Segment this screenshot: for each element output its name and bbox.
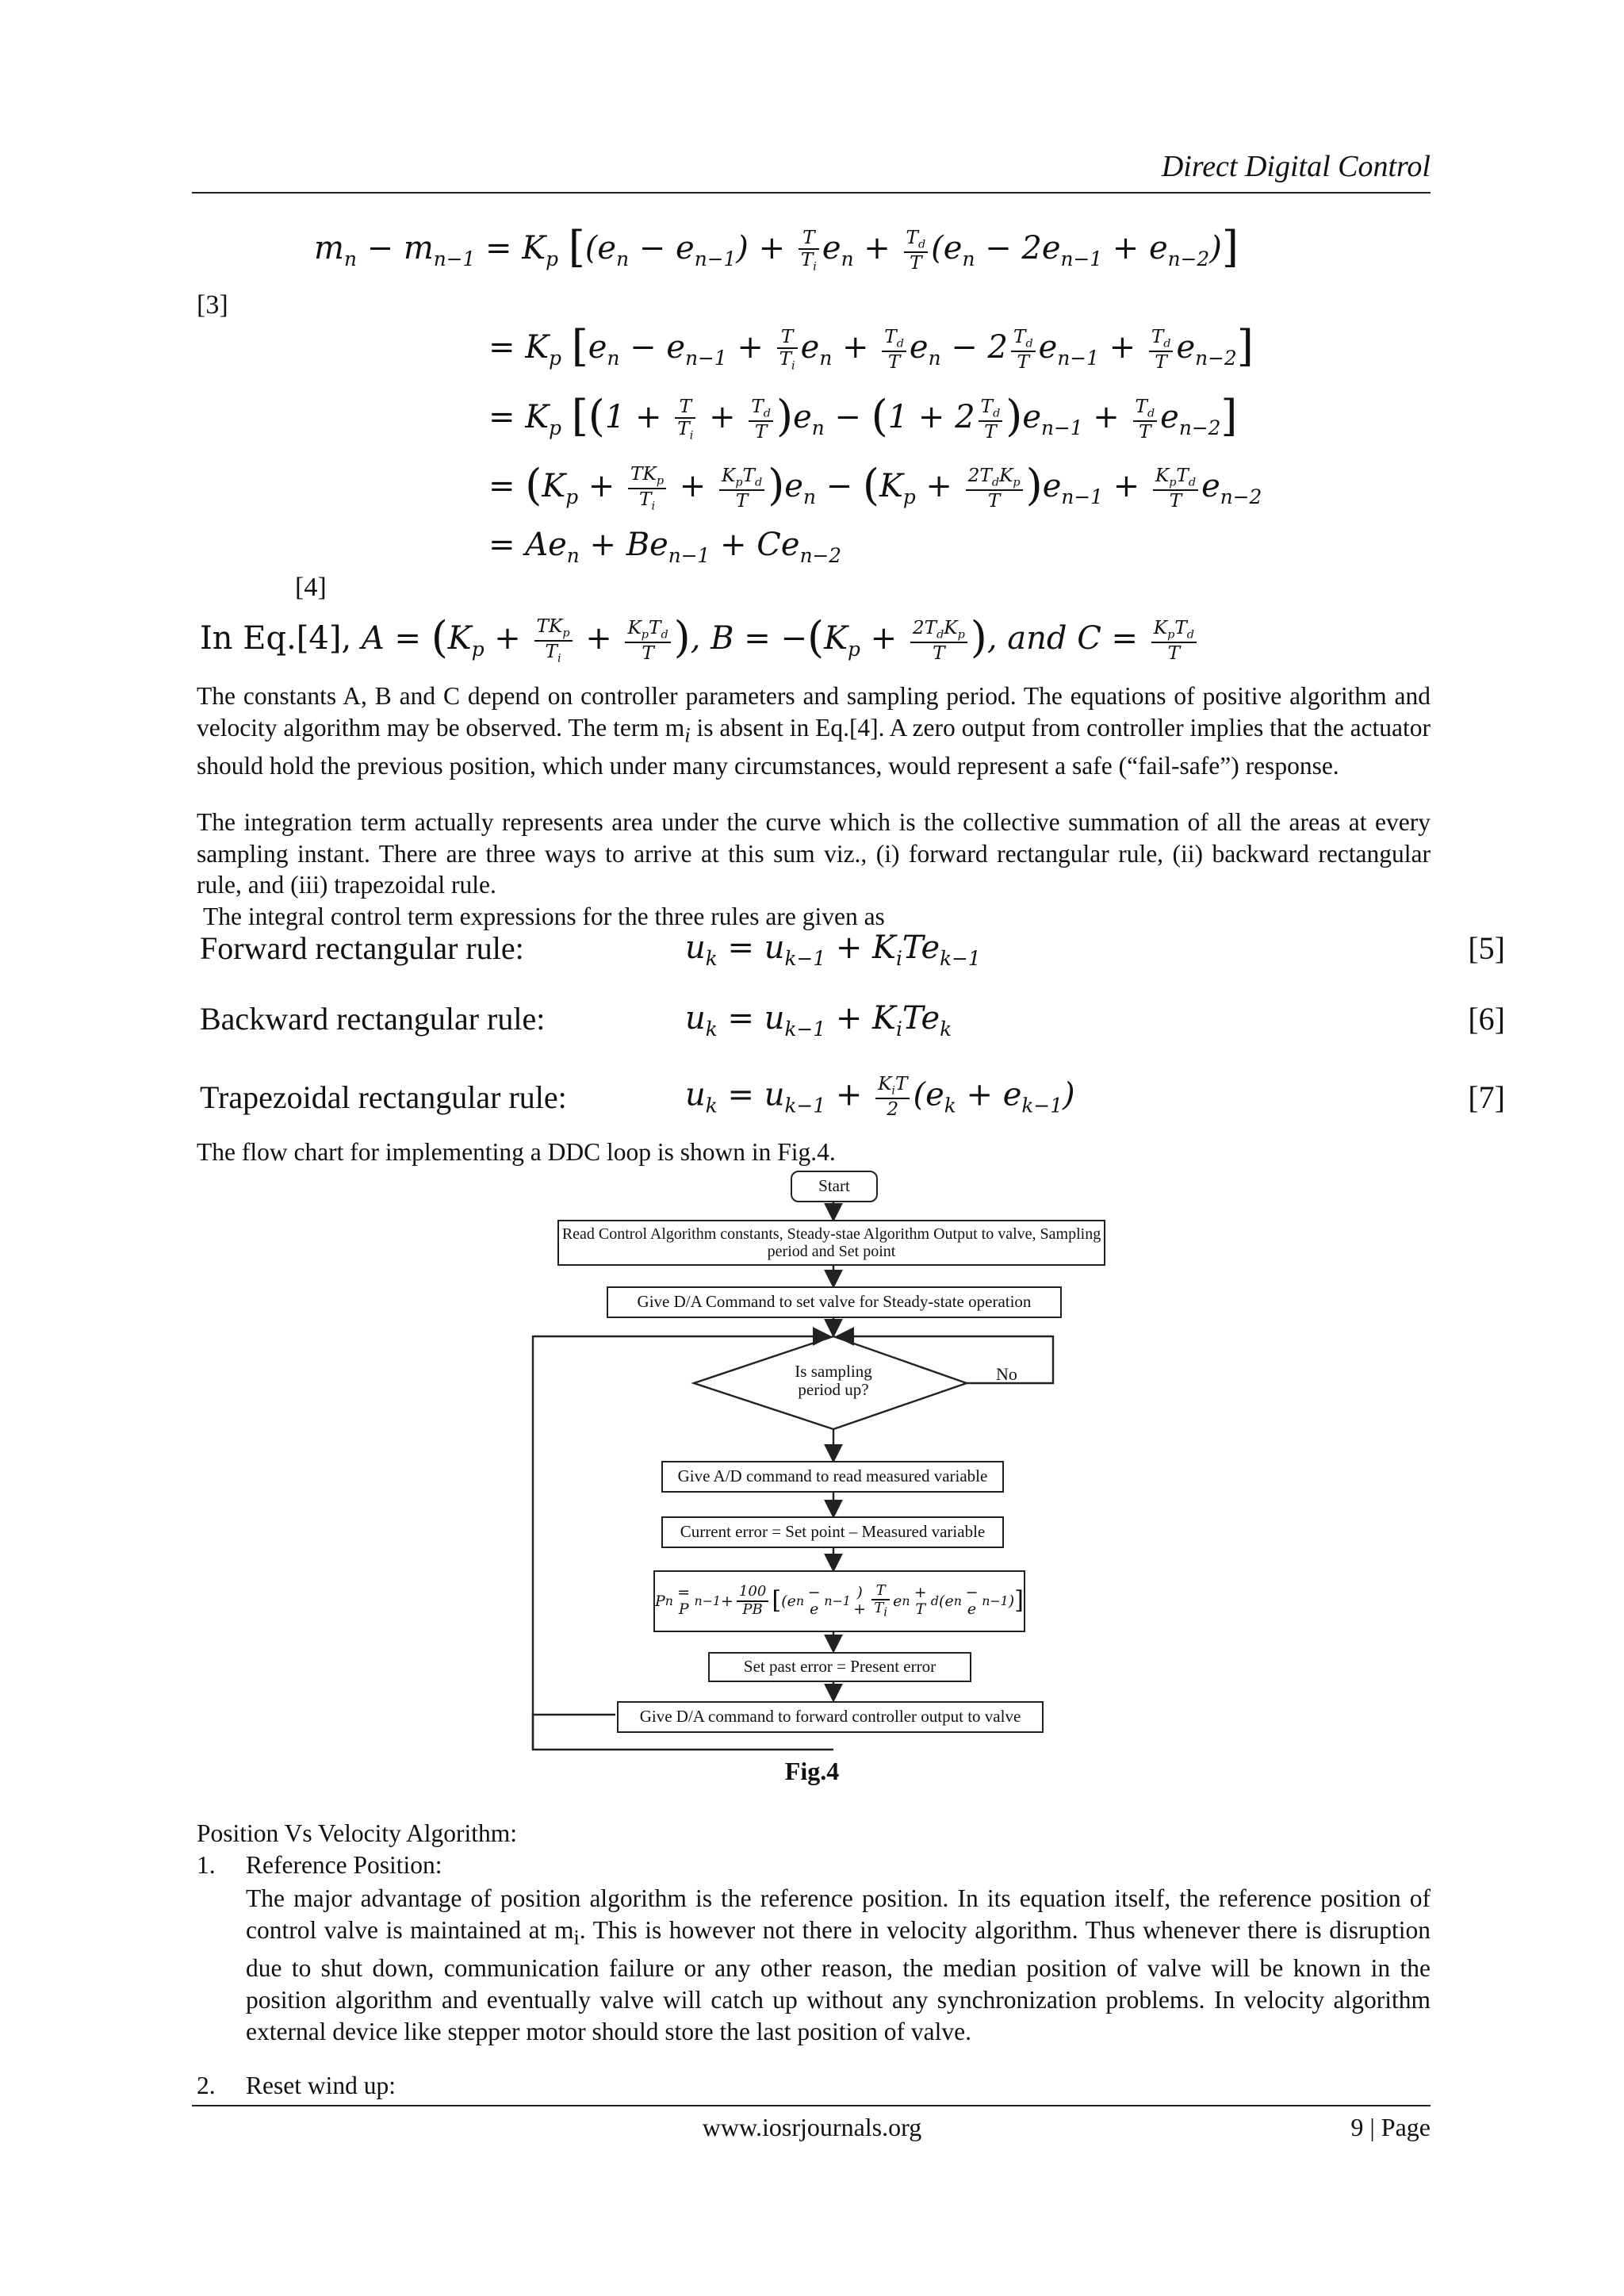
equation-line-5: = $Ae_n + Be_{n-1} + Ce_{n-2}$	[488, 527, 842, 567]
list-item-1-body-a: The major advantage of position algorithm is the reference position. In its equation itself, the reference position of control valve is maintained at m	[246, 1884, 1431, 1944]
forward-rule-label: Forward rectangular rule:	[200, 930, 524, 966]
equation-4-tag: [4]	[295, 573, 327, 602]
forward-rule-row	[200, 930, 1505, 977]
equation-line-2: = $K_p$ [$e_n - e_{n-1}$ + $\frac{T}{T_i}$ $e_n$ + $\frac{T_d}{T}$ $e_n - 2$ $\frac{T_d}{T}$ $e_{n-1}$ + $\frac{T_d}{T}$ $e_{n-2}$]	[488, 321, 1254, 373]
equation-line-4: = ($K_p$ + $\frac{TK_p}{T_i}$ + $\frac{K_pT_d}{T}$ )$e_n - (K_p$ + $\frac{2T_dK_p}{T}$ )$e_{n-1}$ + $\frac{K_pT_d}{T}$ $e_{n-2}$	[488, 460, 1262, 513]
flow-no-label: No	[996, 1364, 1017, 1384]
trapezoidal-rule-tag: [7]	[1468, 1079, 1505, 1115]
flow-current-error: Current error = Set point – Measured variable	[661, 1516, 1004, 1548]
forward-rule-equation: $u_k = u_{k-1} + K_iTe_{k-1}$	[685, 930, 981, 970]
paragraph-constants-b: is absent in Eq.[4]. A zero output from controller implies that the actuator should hold the previous position, which under many circumstances, would represent a safe (“fail-safe”) response.	[197, 713, 1431, 780]
flow-decision: Is sampling period up?	[795, 1362, 872, 1400]
equation-3-tag: [3]	[197, 290, 228, 320]
paragraph-flowchart-intro: The flow chart for implementing a DDC loop is shown in Fig.4.	[197, 1138, 836, 1166]
backward-rule-equation: $u_k = u_{k-1} + K_iTe_k$	[685, 1000, 952, 1041]
footer-site: www.iosrjournals.org	[702, 2113, 922, 2141]
flow-start: Start	[791, 1171, 878, 1202]
list-item-1-body-sub: i	[573, 1925, 580, 1949]
equation-line-1: $m_n - m_{n-1} = K_p$ [$(e_n - e_{n-1})$ + $\frac{T}{T_i}$ $e_n$ + $\frac{T_d}{T}$ $(e_n - 2e_{n-1} + e_{n-2})$]	[314, 222, 1239, 274]
trapezoidal-rule-label: Trapezoidal rectangular rule:	[200, 1079, 567, 1115]
list-item-2-title: Reset wind up:	[246, 2072, 396, 2099]
backward-rule-tag: [6]	[1468, 1001, 1505, 1037]
header-rule	[192, 192, 1431, 194]
running-header: Direct Digital Control	[1161, 150, 1431, 183]
figure-caption: Fig.4	[784, 1757, 840, 1785]
flow-ad-read: Give A/D command to read measured variable	[661, 1461, 1004, 1493]
footer-rule	[192, 2105, 1431, 2106]
flow-da-steady: Give D/A Command to set valve for Steady-state operation	[607, 1286, 1062, 1318]
constants-prefix: In Eq.[4],	[200, 620, 352, 657]
backward-rule-label: Backward rectangular rule:	[200, 1001, 546, 1037]
paragraph-constants	[197, 680, 1431, 782]
equation-line-3: = $K_p$ [(1 + $\frac{T}{T_i}$ + $\frac{T_d}{T}$ )$e_n - (1 + 2$ $\frac{T_d}{T}$ )$e_{n-1}$ + $\frac{T_d}{T}$ $e_{n-2}$]	[488, 391, 1238, 443]
paragraph-rules-intro: The integral control term expressions for the three rules are given as	[203, 903, 885, 930]
flow-set-past-error: Set past error = Present error	[708, 1652, 971, 1682]
paragraph-constants-sub: i	[684, 723, 691, 746]
section-heading: Position Vs Velocity Algorithm:	[197, 1819, 518, 1847]
list-item-1-title: Reference Position:	[246, 1851, 442, 1879]
list-item-1-body-b: . This is however not there in velocity algorithm. Thus whenever there is disruption due to shut down, communication failure or any other reason, the median position of valve will be known in the position algorithm and eventually valve will catch up without any synchronization problems. In velocity algorithm external device like stepper motor should store the last position of valve.	[246, 1915, 1431, 2045]
list-item-1-body	[246, 1883, 1431, 2047]
trapezoidal-rule-row	[200, 1074, 1505, 1137]
flow-controller-equation: P n = P n−1 + $\frac{100}{PB}$ [ (e n − e n−1 ) + $\frac{T}{T_i}$ e n + T d (e n − e n−1 ) ]	[653, 1570, 1025, 1632]
constants-definition: In Eq.[4], $A = (K_p$ + $\frac{TK_p}{T_i}$ + $\frac{K_pT_d}{T}$ ), $B = -(K_p$ + $\frac{2T_dK_p}{T}$ ), and C = $\frac{K_pT_d}{T}$	[200, 612, 1200, 665]
trapezoidal-rule-equation: $u_k = u_{k-1}$ + $\frac{K_iT}{2}$ $(e_k + e_{k-1})$	[685, 1073, 1075, 1121]
forward-rule-tag: [5]	[1468, 930, 1505, 966]
list-item-1-number: 1.	[197, 1851, 216, 1879]
flow-da-forward: Give D/A command to forward controller output to valve	[617, 1701, 1044, 1733]
list-item-2-number: 2.	[197, 2072, 216, 2099]
paragraph-integration: The integration term actually represents area under the curve which is the collective summation of all the areas at every sampling instant. There are three ways to arrive at this sum viz., (i) forward rectangular rule, (ii) backward rectangular rule, and (iii) trapezoidal rule.	[197, 808, 1431, 899]
flow-read-constants: Read Control Algorithm constants, Steady-stae Algorithm Output to valve, Sampling period and Set point	[557, 1220, 1105, 1266]
footer-page-number: 9 | Page	[1350, 2113, 1431, 2141]
backward-rule-row	[200, 1000, 1505, 1048]
paragraph-constants-a: The constants A, B and C depend on controller parameters and sampling period. The equations of positive algorithm and velocity algorithm may be observed. The term m	[197, 682, 1431, 742]
